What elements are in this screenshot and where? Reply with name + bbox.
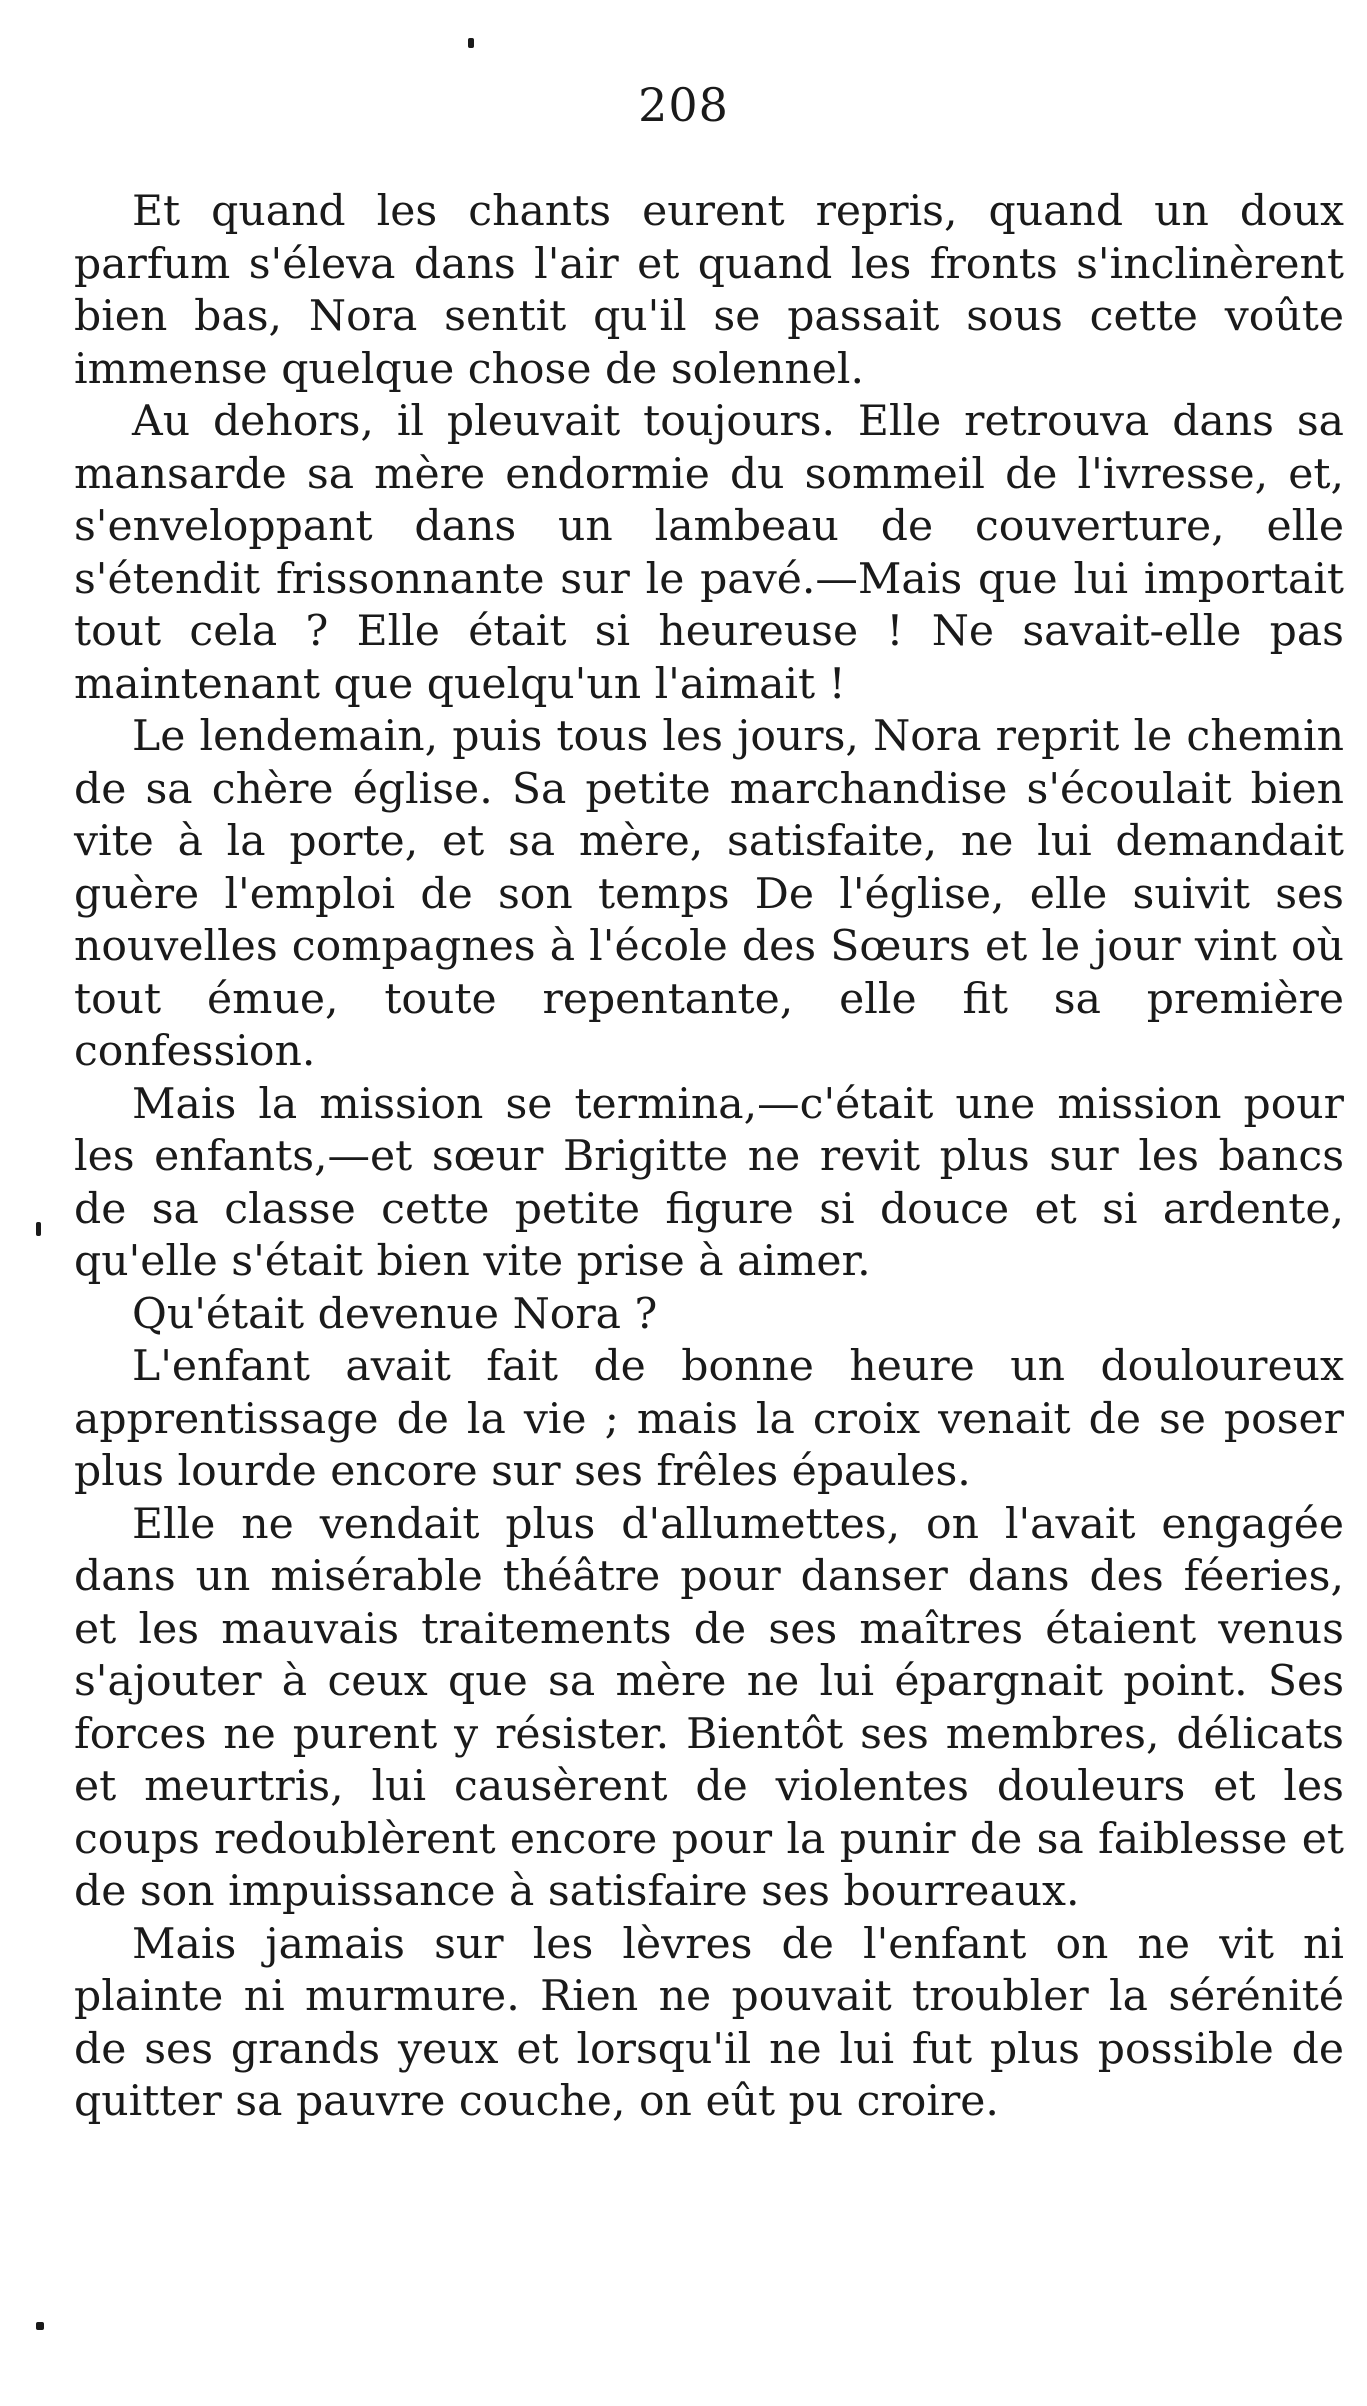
body-text xyxy=(74,186,1344,2129)
paragraph: Mais jamais sur les lèvres de l'enfant on ne vit ni plainte ni murmure. Rien ne pouvait troubler la sérénité de ses grands yeux et lorsqu'il ne lui fut plus possible de quitter sa pauvre couche, on eût pu croire. xyxy=(74,1919,1344,2126)
paragraph: Et quand les chants eurent repris, quand un doux parfum s'éleva dans l'air et quand les fronts s'inclinèrent bien bas, Nora sentit qu'il se passait sous cette voûte immense quelque chose de solennel. xyxy=(74,187,1344,394)
print-speck xyxy=(36,1222,41,1236)
paragraph: Mais la mission se termina,—c'était une mission pour les enfants,—et sœur Brigitte ne revit plus sur les bancs de sa classe cette petite figure si douce et si ardente, qu'elle s'était bien vite prise à aimer. xyxy=(74,1079,1344,1286)
print-speck xyxy=(36,2322,44,2330)
paragraph: Elle ne vendait plus d'allumettes, on l'avait engagée dans un misérable théâtre pour danser dans des féeries, et les mauvais traitements de ses maîtres étaient venus s'ajouter à ceux que sa mère ne lui épargnait point. Ses forces ne purent y résister. Bientôt ses membres, délicats et meurtris, lui causèrent de violentes douleurs et les coups redoublèrent encore pour la punir de sa faiblesse et de son impuissance à satisfaire ses bourreaux. xyxy=(74,1499,1344,1916)
paragraph: Qu'était devenue Nora ? xyxy=(132,1289,658,1339)
paragraph: L'enfant avait fait de bonne heure un douloureux apprentissage de la vie ; mais la croix venait de se poser plus lourde encore sur ses frêles épaules. xyxy=(74,1342,1344,1496)
paragraph: Le lendemain, puis tous les jours, Nora reprit le chemin de sa chère église. Sa petite marchandise s'écoulait bien vite à la porte, et sa mère, satisfaite, ne lui demandait guère l'emploi de son temps De l'église, elle suivit ses nouvelles compagnes à l'école des Sœurs et le jour vint où tout émue, toute repentante, elle fit sa première confession. xyxy=(74,712,1344,1076)
paragraph: Au dehors, il pleuvait toujours. Elle retrouva dans sa mansarde sa mère endormie du sommeil de l'ivresse, et, s'enveloppant dans un lambeau de couverture, elle s'étendit frissonnante sur le pavé.—Mais que lui importait tout cela ? Elle était si heureuse ! Ne savait-elle pas maintenant que quelqu'un l'aimait ! xyxy=(74,397,1344,709)
page-number: 208 xyxy=(638,78,729,132)
print-speck xyxy=(468,38,474,48)
